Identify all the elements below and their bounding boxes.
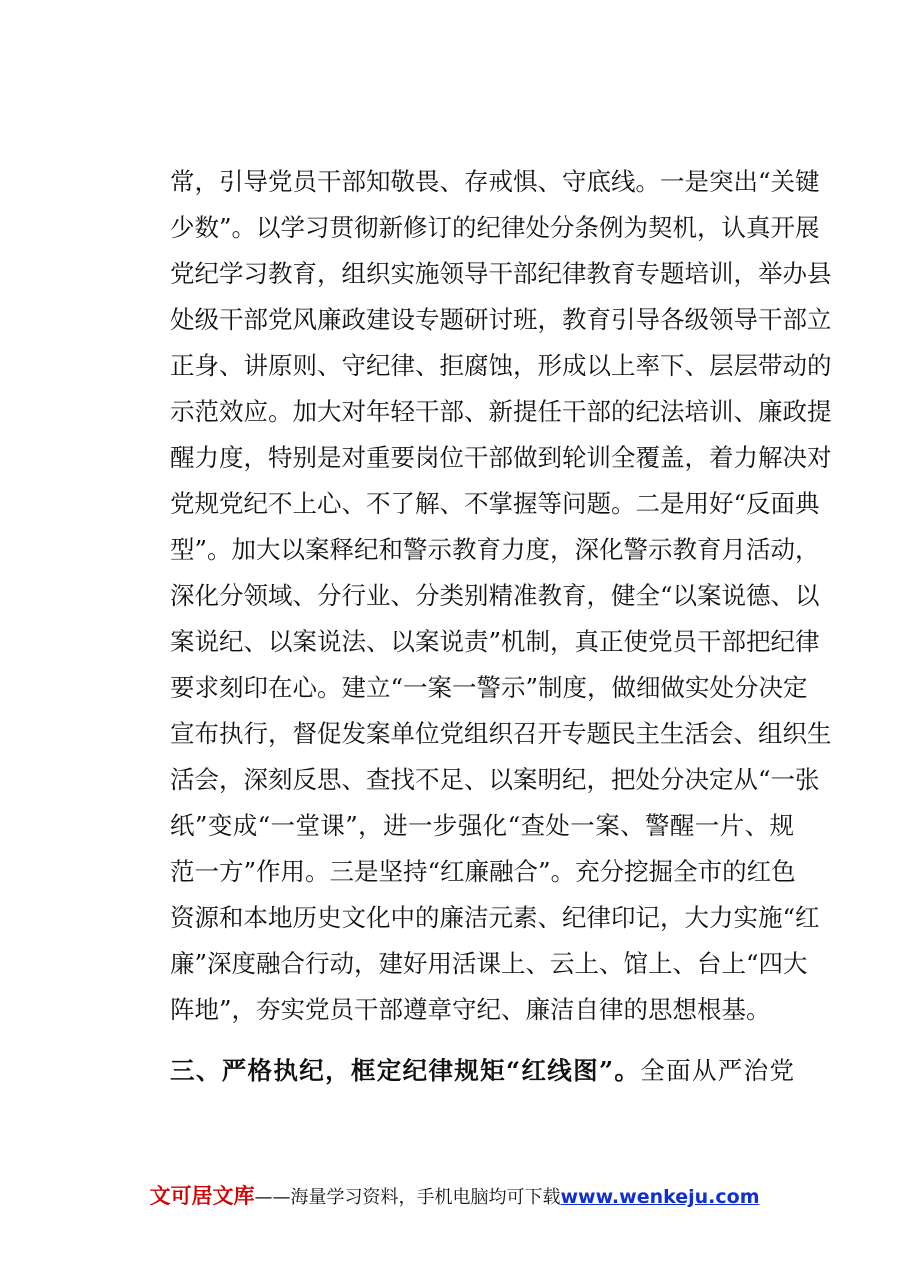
- paragraph-line: 资源和本地历史文化中的廉洁元素、纪律印记，大力实施“红: [170, 903, 820, 932]
- paragraph-line: 正身、讲原则、守纪律、拒腐蚀，形成以上率下、层层带动的: [170, 351, 832, 380]
- section-heading-tail: 全面从严治党: [640, 1056, 794, 1085]
- paragraph-line: 党规党纪不上心、不了解、不掌握等问题。二是用好“反面典: [170, 489, 820, 518]
- paragraph-line: 案说纪、以案说法、以案说责”机制，真正使党员干部把纪律: [170, 627, 820, 656]
- footer-link[interactable]: www.wenkeju.com: [560, 1186, 760, 1208]
- paragraph-line: 深化分领域、分行业、分类别精准教育，健全“以案说德、以: [170, 581, 820, 610]
- paragraph-line: 宣布执行，督促发案单位党组织召开专题民主生活会、组织生: [170, 719, 832, 748]
- paragraph-line: 常，引导党员干部知敬畏、存戒惧、守底线。一是突出“关键: [170, 167, 820, 196]
- paragraph-line: 廉”深度融合行动，建好用活课上、云上、馆上、台上“四大: [170, 949, 808, 978]
- paragraph-line: 要求刻印在心。建立“一案一警示”制度，做细做实处分决定: [170, 673, 808, 702]
- paragraph-last-line: 阵地”，夯实党员干部遵章守纪、廉洁自律的思想根基。: [170, 995, 771, 1024]
- paragraph-line: 活会，深刻反思、查找不足、以案明纪，把处分决定从“一张: [170, 765, 820, 794]
- footer-tagline: ——海量学习资料，手机电脑均可下载: [254, 1187, 561, 1208]
- paragraph-line: 醒力度，特别是对重要岗位干部做到轮训全覆盖，着力解决对: [170, 443, 832, 472]
- paragraph-line: 纸”变成“一堂课”，进一步强化“查处一案、警醒一片、规: [170, 811, 794, 840]
- paragraph-line: 少数”。以学习贯彻新修订的纪律处分条例为契机，认真开展: [170, 213, 820, 242]
- section-heading: [170, 1056, 794, 1086]
- paragraph-line: 党纪学习教育，组织实施领导干部纪律教育专题培训，举办县: [170, 259, 832, 288]
- paragraph-line: 范一方”作用。三是坚持“红廉融合”。充分挖掘全市的红色: [170, 857, 796, 886]
- footer-banner: [0, 1183, 909, 1211]
- paragraph-line: 型”。加大以案释纪和警示教育力度，深化警示教育月活动，: [170, 535, 820, 564]
- paragraph-line: 示范效应。加大对年轻干部、新提任干部的纪法培训、廉政提: [170, 397, 832, 426]
- section-heading-title: 三、严格执纪，框定纪律规矩“红线图”。: [170, 1056, 641, 1085]
- footer-brand: 文可居文库: [149, 1184, 255, 1208]
- paragraph-line: 处级干部党风廉政建设专题研讨班，教育引导各级领导干部立: [170, 305, 832, 334]
